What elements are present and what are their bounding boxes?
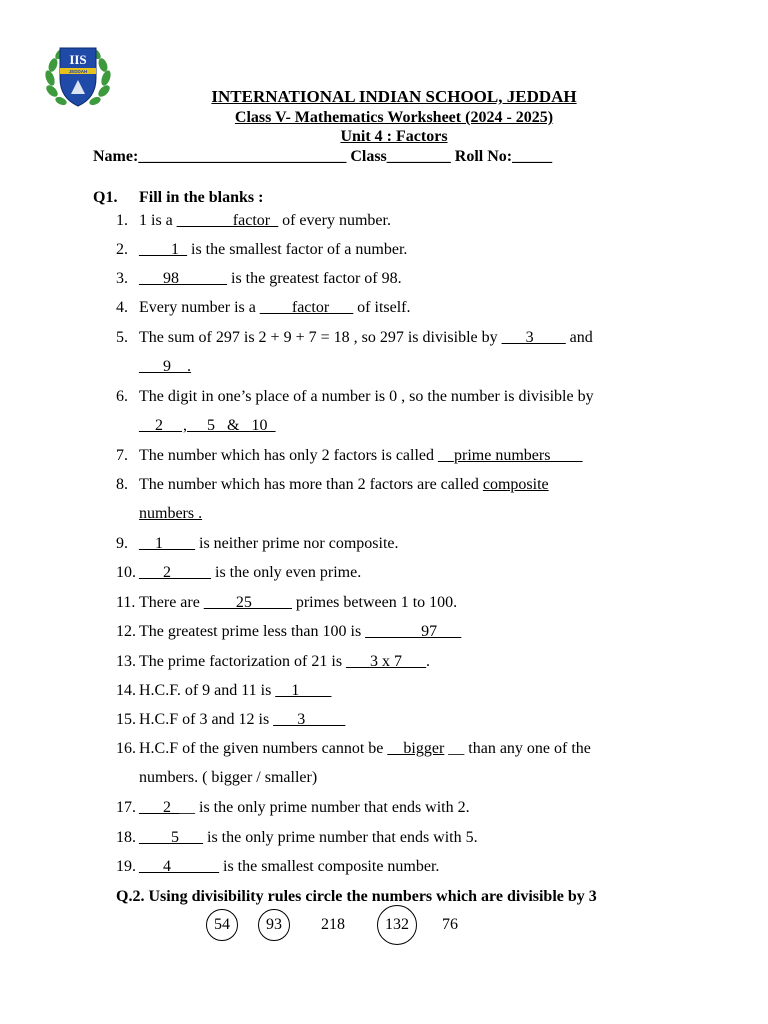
- item-number: 1.: [116, 212, 128, 229]
- item-number: 13.: [116, 653, 136, 670]
- item-text: is the greatest factor of 98.: [227, 270, 402, 287]
- item-answer: ___98______: [139, 270, 227, 287]
- question-item: [116, 799, 470, 817]
- question-item: [116, 212, 391, 230]
- number: 76: [442, 916, 458, 933]
- question-item: [116, 858, 439, 876]
- item-5-continuation: ___9__.: [139, 358, 191, 375]
- logo-text: IIS: [69, 52, 87, 67]
- question-item: [116, 535, 399, 553]
- item-text: is the smallest composite number.: [219, 858, 440, 875]
- item-number: 18.: [116, 829, 136, 846]
- item-number: 14.: [116, 682, 136, 699]
- question-item: [116, 623, 461, 641]
- question-number: Q1.: [93, 189, 118, 206]
- item-answer: ____5___: [139, 829, 203, 846]
- item-text: Every number is a: [139, 299, 260, 316]
- question-item: [116, 476, 549, 494]
- item-number: 19.: [116, 858, 136, 875]
- question-1-heading: [93, 189, 264, 207]
- question-item: [116, 711, 345, 729]
- circled-number: 132: [385, 916, 409, 933]
- answer-circle: [206, 909, 238, 941]
- item-number: 6.: [116, 388, 128, 405]
- item-number: 11.: [116, 594, 136, 611]
- item-text: The prime factorization of 21 is: [139, 653, 347, 670]
- item-answer: composite: [482, 476, 549, 493]
- question-title: Fill in the blanks :: [139, 189, 264, 206]
- item-answer: __prime numbers____: [438, 447, 583, 464]
- item-answer: ___3_____: [273, 711, 346, 728]
- item-answer: ___3 x 7___: [346, 653, 427, 670]
- circled-number: 93: [266, 916, 282, 933]
- question-item: [116, 594, 457, 612]
- item-text: of itself.: [353, 299, 411, 316]
- answer-circle: [377, 905, 417, 945]
- item-answer: ___3____: [501, 329, 566, 346]
- question-item: [116, 270, 402, 288]
- item-text: __ is the only prime number that ends with 2.: [179, 799, 470, 816]
- item-number: 3.: [116, 270, 128, 287]
- school-name: INTERNATIONAL INDIAN SCHOOL, JEDDAH: [211, 87, 577, 106]
- item-text: __ than any one of the: [444, 740, 591, 757]
- item-text: H.C.F of the given numbers cannot be: [139, 740, 388, 757]
- item-6-continuation: __2__ , __5_ & _10_: [139, 417, 276, 434]
- item-answer: ___2_____: [139, 564, 211, 581]
- item-text: There are: [139, 594, 204, 611]
- item-answer: ____factor___: [259, 299, 354, 316]
- item-number: 15.: [116, 711, 136, 728]
- item-number: 9.: [116, 535, 128, 552]
- item-16-continuation: numbers. ( bigger / smaller): [139, 769, 318, 786]
- item-answer: ____25_____: [203, 594, 292, 611]
- answer-circle: [258, 909, 290, 941]
- item-answer: ___4______: [139, 858, 219, 875]
- item-text: The digit in one’s place of a number is 0 , so the number is divisible by: [139, 388, 594, 405]
- item-text: .: [426, 653, 431, 670]
- question-item: [116, 564, 361, 582]
- item-text: of every number.: [278, 212, 391, 229]
- question-item: [116, 447, 582, 465]
- item-text: H.C.F. of 9 and 11 is: [139, 682, 276, 699]
- question-item: [116, 329, 593, 347]
- item-number: 4.: [116, 299, 128, 316]
- item-answer: ____1_: [139, 241, 187, 258]
- item-answer: _______97___: [365, 623, 462, 640]
- item-text: primes between 1 to 100.: [291, 594, 458, 611]
- item-number: 10.: [116, 564, 136, 581]
- question-item: [116, 299, 411, 317]
- question-item: [116, 388, 594, 406]
- item-text: The sum of 297 is 2 + 9 + 7 = 18 , so 297 is divisible by: [139, 329, 502, 346]
- question-item: [116, 653, 430, 671]
- question-item: [116, 241, 407, 259]
- item-text: and: [565, 329, 593, 346]
- item-answer: ___2_: [139, 799, 179, 816]
- item-text: H.C.F of 3 and 12 is: [139, 711, 274, 728]
- item-number: 8.: [116, 476, 128, 493]
- item-text: 1 is a: [139, 212, 177, 229]
- question-item: [116, 740, 591, 758]
- item-number: 7.: [116, 447, 128, 464]
- item-text: The greatest prime less than 100 is: [139, 623, 366, 640]
- item-text: The number which has more than 2 factors are called: [139, 476, 483, 493]
- question-2-heading: Q.2. Using divisibility rules circle the numbers which are divisible by 3: [116, 888, 597, 905]
- item-answer: __bigger: [387, 740, 445, 757]
- item-text: is the smallest factor of a number.: [187, 241, 408, 258]
- item-text: is the only prime number that ends with 5.: [203, 829, 478, 846]
- question-item: [116, 682, 331, 700]
- name-class-roll-line: Name:__________________________ Class________ Roll No:_____: [93, 148, 553, 165]
- item-8-continuation: numbers .: [139, 505, 203, 522]
- number: 218: [321, 916, 345, 933]
- item-answer: __1____: [139, 535, 195, 552]
- item-text: is the only even prime.: [211, 564, 362, 581]
- unit-title: Unit 4 : Factors: [340, 128, 448, 145]
- item-number: 17.: [116, 799, 136, 816]
- item-text: The number which has only 2 factors is called: [139, 447, 439, 464]
- item-text: is neither prime nor composite.: [195, 535, 399, 552]
- logo-subtext: JEDDAH: [68, 69, 88, 74]
- worksheet-title: Class V- Mathematics Worksheet (2024 - 2025): [234, 109, 554, 126]
- item-number: 5.: [116, 329, 128, 346]
- item-number: 16.: [116, 740, 136, 757]
- item-answer: _______factor_: [176, 212, 279, 229]
- item-answer: __1____: [275, 682, 332, 699]
- question-item: [116, 829, 478, 847]
- item-number: 2.: [116, 241, 128, 258]
- item-number: 12.: [116, 623, 136, 640]
- circled-number: 54: [214, 916, 230, 933]
